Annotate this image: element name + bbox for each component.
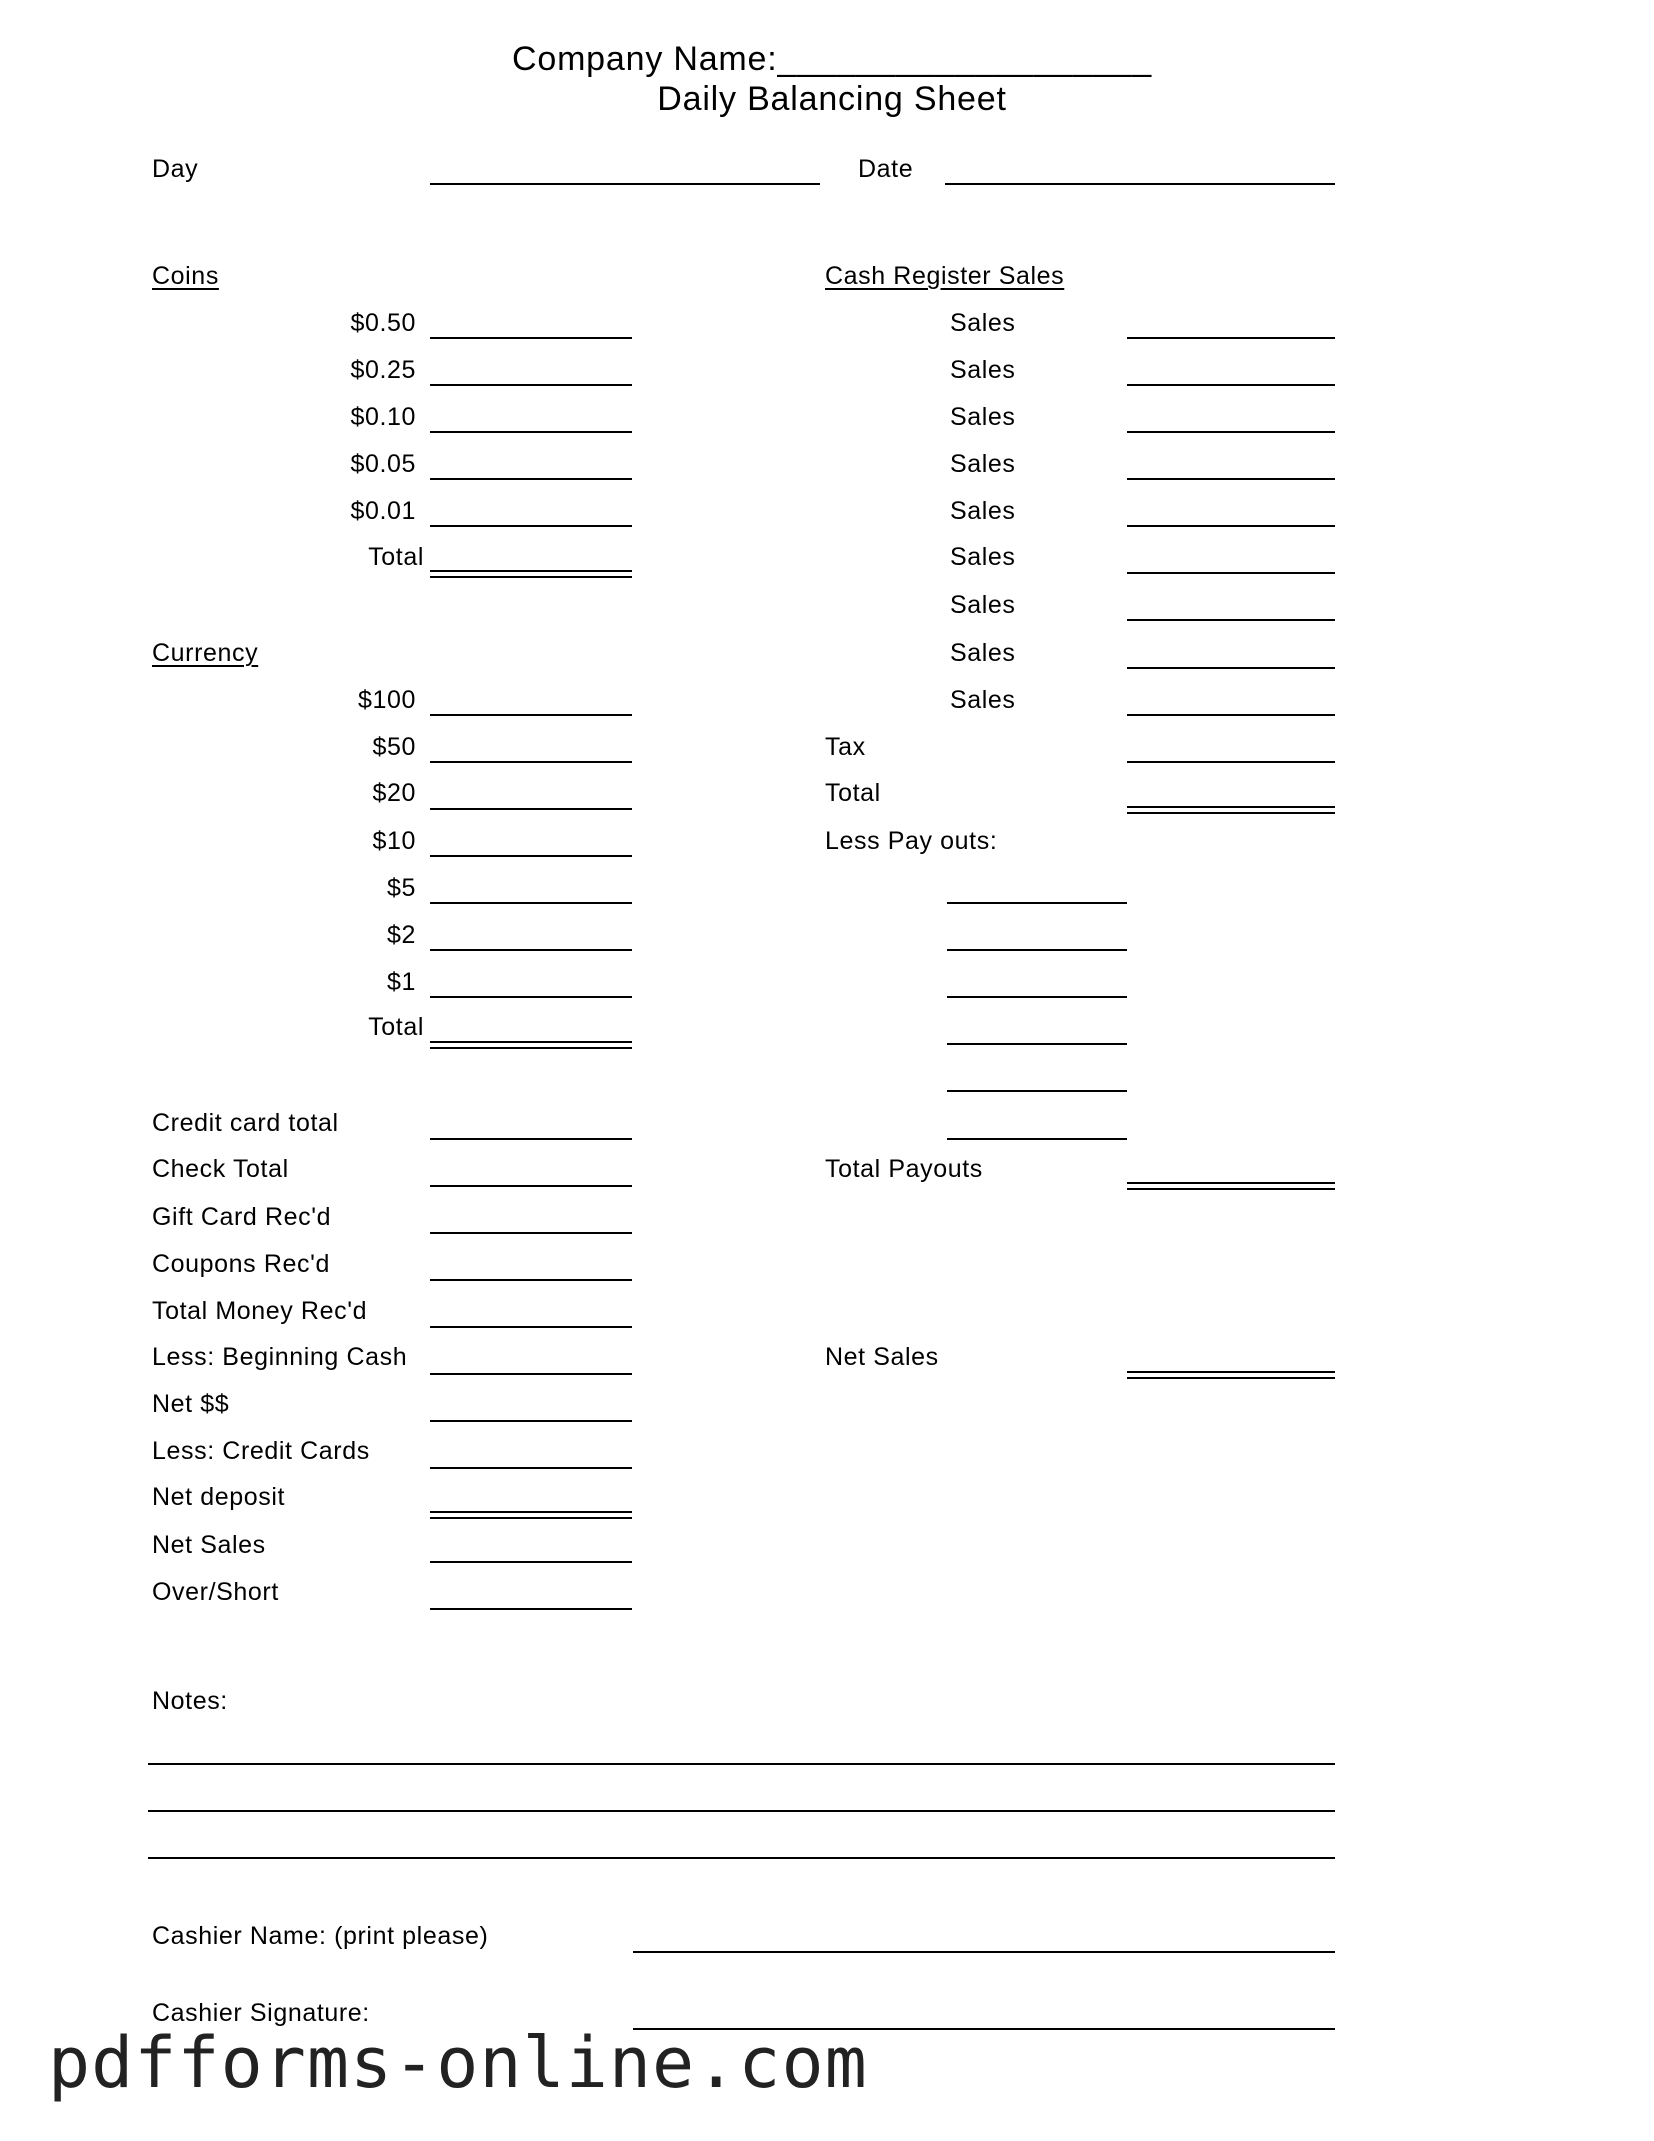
- coin-field[interactable]: [430, 431, 632, 433]
- sales-label: Sales: [950, 639, 1016, 667]
- company-name-heading: Company Name:___________________: [512, 40, 1152, 78]
- currency-label: $2: [386, 921, 416, 949]
- cashier-name-field[interactable]: [633, 1951, 1335, 1953]
- currency-field[interactable]: [430, 761, 632, 763]
- currency-total-field[interactable]: [430, 1041, 632, 1049]
- payout-field[interactable]: [947, 1138, 1127, 1140]
- sales-field[interactable]: [1127, 431, 1335, 433]
- currency-label: $50: [372, 733, 416, 761]
- net-sales-label: Net Sales: [825, 1343, 939, 1371]
- coin-field[interactable]: [430, 384, 632, 386]
- currency-label: $5: [386, 874, 416, 902]
- currency-total-label: Total: [368, 1013, 424, 1041]
- net-deposit-field[interactable]: [430, 1511, 632, 1519]
- coins-total-label: Total: [368, 543, 424, 571]
- day-field[interactable]: [430, 183, 820, 185]
- summary-field[interactable]: [430, 1467, 632, 1469]
- currency-field[interactable]: [430, 902, 632, 904]
- currency-field[interactable]: [430, 855, 632, 857]
- coin-label: $0.05: [350, 450, 416, 478]
- summary-label: Net deposit: [152, 1483, 286, 1511]
- currency-field[interactable]: [430, 949, 632, 951]
- summary-label: Coupons Rec'd: [152, 1250, 330, 1278]
- date-field[interactable]: [945, 183, 1335, 185]
- total-payouts-label: Total Payouts: [825, 1155, 983, 1183]
- sales-field[interactable]: [1127, 525, 1335, 527]
- net-sales-field[interactable]: [1127, 1371, 1335, 1379]
- currency-heading: Currency: [152, 639, 259, 667]
- payout-field[interactable]: [947, 1043, 1127, 1045]
- payout-field[interactable]: [947, 996, 1127, 998]
- summary-field[interactable]: [430, 1608, 632, 1610]
- payout-field[interactable]: [947, 949, 1127, 951]
- sales-label: Sales: [950, 309, 1016, 337]
- cashier-signature-label: Cashier Signature:: [152, 1999, 370, 2027]
- site-watermark: pdfforms-online.com: [48, 2022, 868, 2104]
- sales-field[interactable]: [1127, 619, 1335, 621]
- total-payouts-field[interactable]: [1127, 1182, 1335, 1190]
- summary-field[interactable]: [430, 1561, 632, 1563]
- currency-label: $20: [372, 779, 416, 807]
- coin-label: $0.50: [350, 309, 416, 337]
- coin-field[interactable]: [430, 478, 632, 480]
- summary-field[interactable]: [430, 1279, 632, 1281]
- coins-total-field[interactable]: [430, 570, 632, 578]
- cashier-name-label: Cashier Name: (print please): [152, 1922, 489, 1950]
- currency-label: $100: [357, 686, 416, 714]
- currency-label: $10: [372, 827, 416, 855]
- coin-field[interactable]: [430, 337, 632, 339]
- register-heading: Cash Register Sales: [825, 262, 1065, 290]
- summary-label: Less: Credit Cards: [152, 1437, 370, 1465]
- sales-label: Sales: [950, 686, 1016, 714]
- summary-label: Net Sales: [152, 1531, 266, 1559]
- day-label: Day: [152, 155, 199, 183]
- summary-label: Total Money Rec'd: [152, 1297, 368, 1325]
- summary-label: Credit card total: [152, 1109, 339, 1137]
- currency-field[interactable]: [430, 808, 632, 810]
- coin-label: $0.10: [350, 403, 416, 431]
- sales-label: Sales: [950, 543, 1016, 571]
- sales-field[interactable]: [1127, 714, 1335, 716]
- payout-field[interactable]: [947, 1090, 1127, 1092]
- coin-label: $0.25: [350, 356, 416, 384]
- notes-line[interactable]: [148, 1763, 1335, 1765]
- sales-label: Sales: [950, 450, 1016, 478]
- sales-field[interactable]: [1127, 478, 1335, 480]
- notes-label: Notes:: [152, 1687, 228, 1715]
- sales-field[interactable]: [1127, 384, 1335, 386]
- summary-label: Over/Short: [152, 1578, 279, 1606]
- tax-label: Tax: [825, 733, 866, 761]
- sales-label: Sales: [950, 497, 1016, 525]
- notes-line[interactable]: [148, 1810, 1335, 1812]
- summary-label: Gift Card Rec'd: [152, 1203, 332, 1231]
- register-total-label: Total: [825, 779, 881, 807]
- coin-label: $0.01: [350, 497, 416, 525]
- summary-field[interactable]: [430, 1420, 632, 1422]
- summary-label: Check Total: [152, 1155, 289, 1183]
- sales-label: Sales: [950, 356, 1016, 384]
- summary-field[interactable]: [430, 1232, 632, 1234]
- register-total-field[interactable]: [1127, 806, 1335, 814]
- date-label: Date: [858, 155, 914, 183]
- coins-heading: Coins: [152, 262, 219, 290]
- summary-label: Less: Beginning Cash: [152, 1343, 408, 1371]
- sales-label: Sales: [950, 403, 1016, 431]
- notes-line[interactable]: [148, 1857, 1335, 1859]
- currency-field[interactable]: [430, 996, 632, 998]
- summary-label: Net $$: [152, 1390, 230, 1418]
- payouts-heading: Less Pay outs:: [825, 827, 998, 855]
- payout-field[interactable]: [947, 902, 1127, 904]
- tax-field[interactable]: [1127, 761, 1335, 763]
- summary-field[interactable]: [430, 1138, 632, 1140]
- sales-field[interactable]: [1127, 572, 1335, 574]
- summary-field[interactable]: [430, 1326, 632, 1328]
- currency-field[interactable]: [430, 714, 632, 716]
- summary-field[interactable]: [430, 1185, 632, 1187]
- summary-field[interactable]: [430, 1373, 632, 1375]
- coin-field[interactable]: [430, 525, 632, 527]
- sales-field[interactable]: [1127, 337, 1335, 339]
- page-title: Daily Balancing Sheet: [657, 80, 1007, 118]
- currency-label: $1: [386, 968, 416, 996]
- sales-label: Sales: [950, 591, 1016, 619]
- sales-field[interactable]: [1127, 667, 1335, 669]
